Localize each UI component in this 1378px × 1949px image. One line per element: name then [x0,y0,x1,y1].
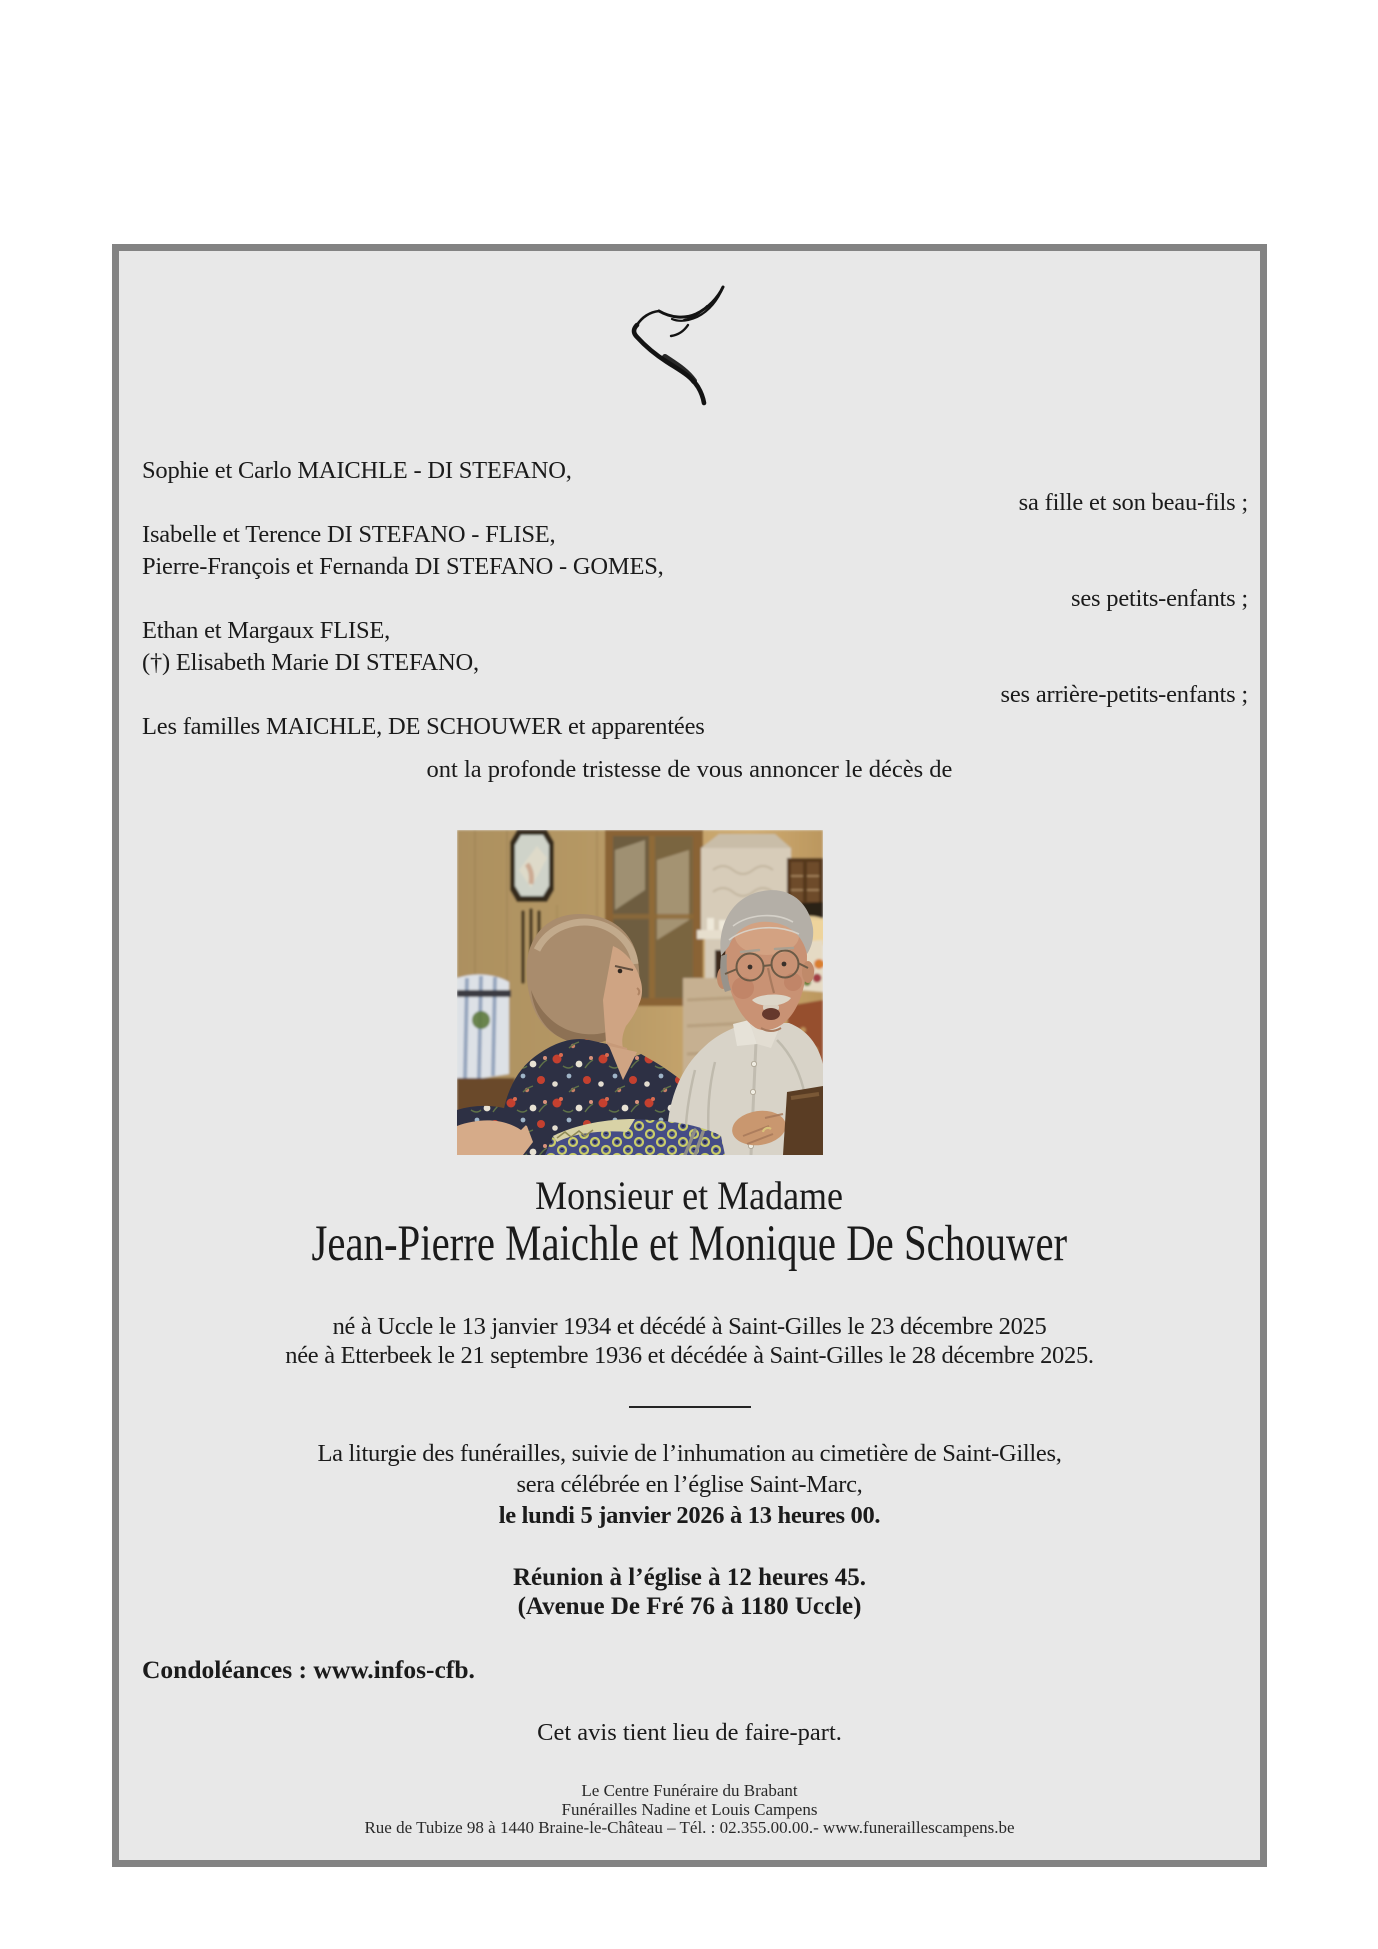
ceremony-date: le lundi 5 janvier 2026 à 13 heures 00. [498,1502,881,1529]
funeral-home-subname: Funérailles Nadine et Louis Campens [561,1799,818,1819]
life-dates-line: née à Etterbeek le 21 septembre 1936 et décédée à Saint-Gilles le 28 décembre 2025. [285,1341,1094,1369]
relation-line: ses arrière-petits-enfants ; [1000,681,1248,708]
family-line: Les familles MAICHLE, DE SCHOUWER et apparentées [142,713,705,740]
family-line: Pierre-François et Fernanda DI STEFANO - GOMES, [142,553,664,580]
deceased-names: Jean-Pierre Maichle et Monique De Schouwer [311,1216,1068,1272]
life-dates-block [119,1313,1260,1370]
funeral-home-name: Le Centre Funéraire du Brabant [581,1781,798,1800]
family-line: Ethan et Margaux FLISE, [142,617,391,644]
notice-line: Cet avis tient lieu de faire-part. [537,1719,842,1746]
ceremony-line: La liturgie des funérailles, suivie de l’inhumation au cimetière de Saint-Gilles, [317,1440,1062,1467]
meeting-line: Réunion à l’église à 12 heures 45. [512,1564,866,1591]
condolences-line: Condoléances : www.infos-cfb. [142,1655,475,1684]
relation-line: sa fille et son beau-fils ; [1018,489,1248,516]
announcement-panel [112,244,1267,1867]
family-line: Sophie et Carlo MAICHLE - DI STEFANO, [142,457,572,484]
ceremony-block [119,1438,1260,1531]
life-dates-line: né à Uccle le 13 janvier 1934 et décédé à Saint-Gilles le 23 décembre 2025 [332,1313,1047,1340]
deceased-title: Monsieur et Madame [535,1173,844,1218]
family-line: Isabelle et Terence DI STEFANO - FLISE, [142,521,556,548]
family-announcement-block [142,455,1248,743]
ceremony-line: sera célébrée en l’église Saint-Marc, [516,1471,863,1498]
funeral-home-block [119,1782,1260,1838]
memorial-photo [457,830,823,1155]
divider [629,1406,751,1408]
dove-icon [631,283,747,411]
funeral-home-address: Rue de Tubize 98 à 1440 Braine-le-Château – Tél. : 02.355.00.00.- www.funeraillescampens.be [364,1818,1015,1837]
family-line: (†) Elisabeth Marie DI STEFANO, [142,649,479,676]
meeting-address: (Avenue De Fré 76 à 1180 Uccle) [517,1593,862,1620]
meeting-block [119,1563,1260,1621]
announcement-intro: ont la profonde tristesse de vous annoncer le décès de [426,756,953,783]
relation-line: ses petits-enfants ; [1071,585,1248,612]
